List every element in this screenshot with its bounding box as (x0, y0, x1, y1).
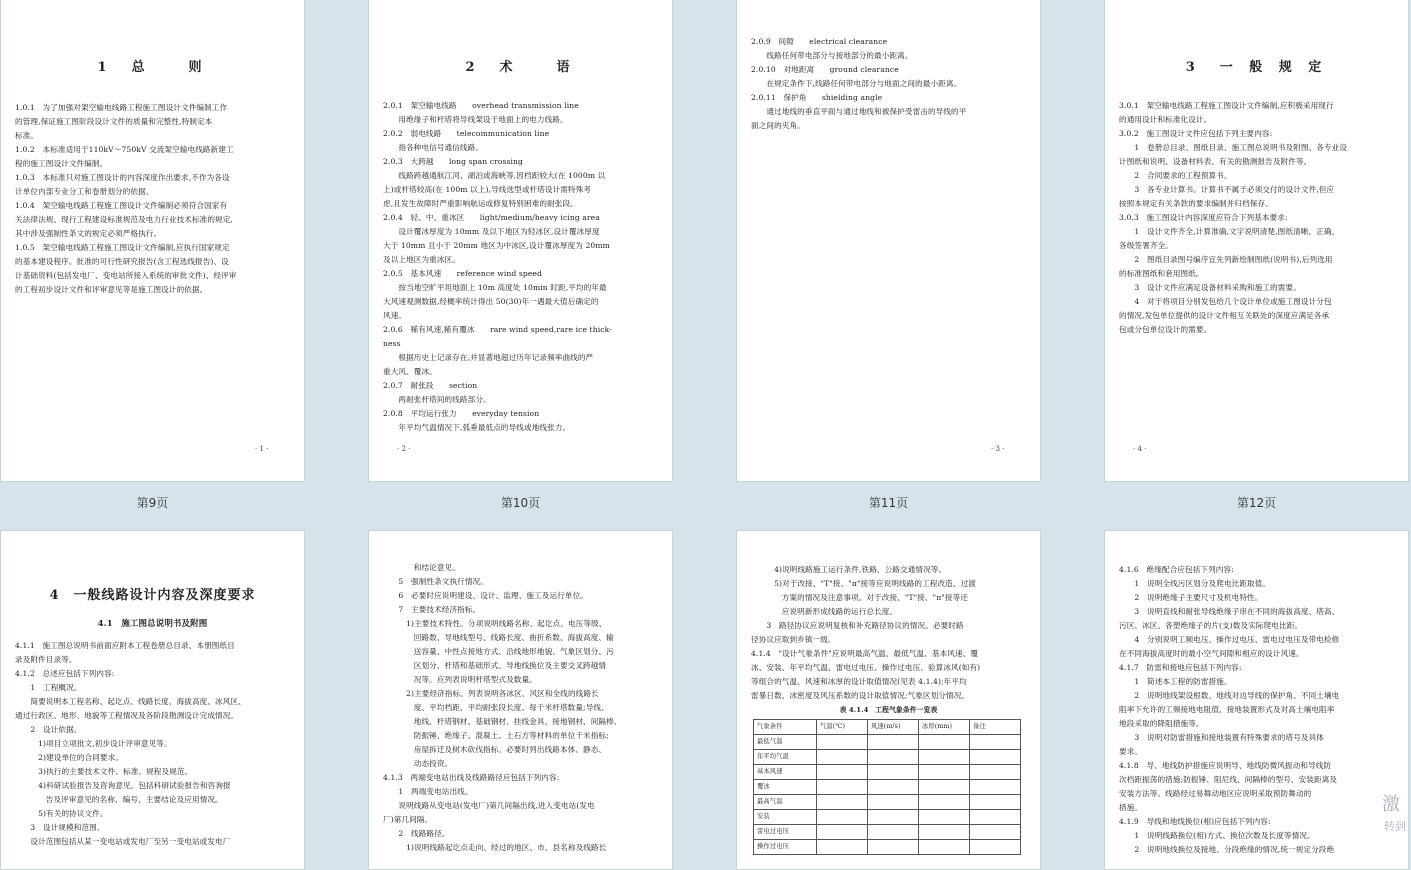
text-line: 年平均气温情况下,弧垂最低点的导线或地线张力。 (383, 423, 571, 432)
page-12[interactable] (1104, 0, 1409, 482)
page-16[interactable] (1104, 530, 1409, 870)
text-line: 2.0.3 大跨越 long span crossing (383, 157, 523, 166)
page-number: · 3 · (991, 445, 1005, 453)
text-line: 7 主要技术经济指标。 (383, 605, 481, 614)
text-line: 地段采取的降阻措施等。 (1119, 719, 1204, 728)
text-line: 3 设计规模和范围。 (15, 823, 105, 832)
text-line: 4.1.1 施工图总说明书前面应附本工程卷册总目录、本册图纸目 (15, 641, 235, 650)
text-line: 其中涉及强制性条文的规定必须严格执行。 (15, 229, 162, 238)
text-line: 5 强制性条文执行情况。 (383, 577, 488, 586)
text-line: 2.0.4 轻、中、重冰区 light/medium/heavy icing area (383, 213, 600, 222)
text-line: 各级签署齐全。 (1119, 241, 1173, 250)
text-line: 线路任何带电部分与接地部分的最小距离。 (751, 51, 913, 60)
text-line: 安装方法等。线路经过易舞动地区应说明采取预防舞动的 (1119, 789, 1312, 798)
page-body (1119, 563, 1394, 857)
text-line: 动态投资。 (383, 759, 453, 768)
text-line: 1 设计文件齐全,计算准确,文字说明清楚,图纸清晰、正确、 (1119, 227, 1340, 236)
text-line: 4.1.9 导线和地线换位(相)应包括下列内容: (1119, 817, 1271, 826)
text-line: 通过地线的垂直平面与通过地线和被保护受雷击的导线的平 (751, 107, 967, 116)
text-line: 的标准图纸和套用图纸。 (1119, 269, 1204, 278)
text-line: 6 必要时应说明建设、设计、监理、施工及运行单位。 (383, 591, 588, 600)
text-line: 2)建设单位的合同要求。 (15, 753, 124, 762)
text-line: 应说明新形成线路的运行总长度。 (751, 607, 898, 616)
text-line: 1 两端变电站出线。 (383, 787, 473, 796)
text-line: 3.0.2 施工图设计文件应包括下列主要内容: (1119, 129, 1273, 138)
text-line: 防振锤、绝缘子、混凝土、土石方等材料的单位千米指标; (383, 731, 609, 740)
text-line: 简要说明本工程名称、起讫点、线路长度、海拔高度、冰风区、 (15, 697, 246, 706)
text-line: 2 说明绝缘子主要尺寸及机电特性。 (1119, 593, 1263, 602)
table-row (754, 795, 1021, 810)
text-line: 3 说明对防雷措施和接地装置有特殊要求的塔号及具体 (1119, 733, 1324, 742)
text-line: 3)执行的主要技术文件、标准、规程及规范。 (15, 767, 193, 776)
text-line: 度、平均档距、平均耐张段长度、每千米杆塔数量;导线、 (383, 703, 609, 712)
text-line: 4.1.6 绝缘配合应包括下列内容: (1119, 565, 1234, 574)
text-line: 区划分、杆塔和基础形式、导地线换位及主要交叉跨越情 (383, 661, 607, 670)
table-header-cell: 气象条件 (754, 720, 817, 735)
text-line: 2.0.6 稀有风速,稀有覆冰 rare wind speed,rare ice thick- (383, 325, 612, 334)
text-line: 冰、安装、年平均气温、雷电过电压、操作过电压、验算冰风(如有) (751, 663, 981, 672)
text-line: 2)主要经济指标。列表说明各冰区、风区和全线的线路长 (383, 689, 599, 698)
text-line: 的工程初步设计文件和评审意见等是施工图设计的依据。 (15, 285, 208, 294)
page-body (1119, 99, 1394, 337)
text-line: 4.1.3 两端变电站出线及线路路径应包括下列内容: (383, 773, 560, 782)
text-line: 指各种电信号通信线路。 (383, 143, 484, 152)
text-line: 根据历史上记录存在,并显著地超过历年记录频率曲线的严 (383, 353, 594, 362)
text-line: 况等。应列表说明杆塔型式及数量。 (383, 675, 537, 684)
table-cell: 最低气温 (754, 735, 817, 750)
text-line: 方案的情况及注意事项。对于改接、"T"接、"π"接等还 (751, 593, 968, 602)
text-line: 的情况,发包单位提供的设计文件相互关联处的深度应满足各承 (1119, 311, 1330, 320)
text-line: ness (383, 339, 401, 348)
page-13[interactable] (0, 530, 305, 870)
text-line: 及以上地区为重冰区。 (383, 255, 460, 264)
text-line: 回路数、导地线型号、线路长度、曲折系数、海拔高度、输 (383, 633, 614, 642)
text-line: 1.0.4 架空输电线路工程施工图设计文件编制必须符合国家有 (15, 201, 228, 210)
text-line: 2.0.5 基本风速 reference wind speed (383, 269, 542, 278)
text-line: 2 设计依据。 (15, 725, 82, 734)
text-line: 的管理,保证施工图阶段设计文件的质量和完整性,特制定本 (15, 117, 213, 126)
text-line: 计图纸和说明、设备材料表、有关的勘测报告及附件等。 (1119, 157, 1312, 166)
watermark-link[interactable]: 转到 (1384, 820, 1406, 833)
text-line: 5)有关的协议文件。 (15, 809, 108, 818)
text-line: 4 对于将项目分别发包给几个设计单位或施工图设计分包 (1119, 297, 1332, 306)
text-line: 1 简述本工程的防雷措施。 (1119, 677, 1232, 686)
text-line: 4.1.2 总述应包括下列内容: (15, 669, 115, 678)
text-line: 次档距振荡的措施;防振锤、阻尼线、间隔棒的型号、安装距离及 (1119, 775, 1338, 784)
text-line: 4 分别说明工频电压、操作过电压、雷电过电压及带电检修 (1119, 635, 1340, 644)
table-row (754, 765, 1021, 780)
text-line: 送容量、中性点接地方式、沿线地形地貌、气象区划分、污 (383, 647, 614, 656)
text-line: 通过行政区、地形、地貌等工程情况及各阶段勘测设计完成情况。 (15, 711, 239, 720)
text-line: 重大风、覆冰。 (383, 367, 437, 376)
text-line: 2.0.8 平均运行张力 everyday tension (383, 409, 540, 418)
watermark-text: 激 (1382, 794, 1400, 815)
text-line: 2 线路路径。 (383, 829, 450, 838)
text-line: 按照本规定有关条款的要求编制并归档保存。 (1119, 199, 1273, 208)
text-line: 两耐张杆塔间的线路部分。 (383, 395, 491, 404)
text-line: 1)项目立项批文,初步设计评审意见等。 (15, 739, 172, 748)
text-line: 1.0.3 本标准只对施工图设计的内容深度作出要求,不作为各设 (15, 173, 230, 182)
page-14[interactable] (368, 530, 673, 870)
text-line: 2.0.7 耐张段 section (383, 381, 478, 390)
text-line: 要求。 (1119, 747, 1143, 756)
text-line: 3 各专业计算书。计算书不属于必须交付的设计文件,但应 (1119, 185, 1335, 194)
text-line: 房屋拆迁及树木砍伐指标。必要时列出线路本体、静态、 (383, 745, 607, 754)
text-line: 的通用设计和标准化设计。 (1119, 115, 1212, 124)
page-body (751, 35, 1026, 133)
chapter-title: 1 总 则 (97, 60, 208, 75)
table-row (754, 780, 1021, 795)
text-line: 程的施工图设计文件编制。 (15, 159, 108, 168)
text-line: 3 路径协议应说明复核和补充路径协议的情况。必要时路 (751, 621, 964, 630)
table-cell: 最高气温 (754, 795, 817, 810)
page-body (15, 101, 290, 297)
table-header-cell: 冰厚(mm) (919, 720, 970, 735)
text-line: 雷暴日数、冰密度及风压系数的设计取值情况;气象区划分情况。 (751, 691, 970, 700)
page-body (751, 563, 1026, 703)
text-line: 大于 10mm 且小于 20mm 地区为中冰区,设计覆冰厚度为 20mm (383, 241, 610, 250)
table-header-cell: 备注 (970, 720, 1021, 735)
page-11[interactable] (736, 0, 1041, 482)
page-10[interactable] (368, 0, 673, 482)
chapter-title: 4 一般线路设计内容及深度要求 (49, 588, 256, 603)
text-line: 地线、杆塔钢材、基础钢材、挂线金具、接地钢材、间隔棒、 (383, 717, 622, 726)
text-line: 上)或杆塔较高(在 100m 以上),导线选型或杆塔设计需特殊考 (383, 185, 592, 194)
text-line: 虑,且发生故障时严重影响航运或修复特别困难的耐张段。 (383, 199, 578, 208)
text-line: 阻率下允许的工频接地电阻值、接地装置形式及对高土壤电阻率 (1119, 705, 1335, 714)
page-number: · 4 · (1133, 445, 1147, 453)
page-body (383, 99, 658, 435)
page-caption[interactable]: 第12页 (1236, 496, 1277, 510)
section-title: 4.1 施工图总说明书及附图 (97, 619, 208, 629)
text-line: 关法律法规、现行工程建设标准规范及电力行业技术标准的规定, (15, 215, 233, 224)
text-line: 4.1.4 "设计气象条件"应说明最高气温、最低气温、基本风速、覆 (751, 649, 979, 658)
text-line: 设计覆冰厚度为 10mm 及以下地区为轻冰区,设计覆冰厚度 (383, 227, 600, 236)
text-line: 厂)第几间隔。 (383, 815, 433, 824)
text-line: 4.1.7 防雷和接地应包括下列内容: (1119, 663, 1242, 672)
text-line: 的基本建设程序。批准的可行性研究报告(含工程选线报告)、设 (15, 257, 229, 266)
page-15[interactable] (736, 530, 1041, 870)
page-number: · 1 · (255, 445, 269, 453)
text-line: 计单位内部专业分工和卷册划分的依据。 (15, 187, 154, 196)
text-line: 按当地空旷平坦地面上 10m 高度处 10min 时距,平均的年最 (383, 283, 607, 292)
text-line: 大风速观测数据,经概率统计得出 50(30)年一遇最大值后确定的 (383, 297, 599, 306)
page-caption[interactable]: 第10页 (500, 496, 541, 510)
text-line: 污区、冰区、各塑绝缘子的片(支)数及实际爬电比距。 (1119, 621, 1303, 630)
text-line: 1)说明线路起讫点走向、经过的地区、市、县名称及线路长 (383, 843, 607, 852)
text-line: 4.1.8 导、地线防护措施应说明导、地线防微风振动和导线防 (1119, 761, 1332, 770)
table-cell: 年平均气温 (754, 750, 817, 765)
table-cell: 覆冰 (754, 780, 817, 795)
text-line: 4)说明线路施工运行条件,铁路、公路交通情况等。 (751, 565, 947, 574)
table-row (754, 735, 1021, 750)
weather-table (753, 719, 1021, 855)
text-line: 标准。 (15, 131, 39, 140)
text-line: 2.0.9 间隙 electrical clearance (751, 37, 888, 46)
chapter-title: 3 一 般 规 定 (1185, 60, 1328, 75)
text-line: 设计范围包括从某一变电站或发电厂至另一变电站或发电厂 (15, 837, 231, 846)
text-line: 5)对于改接、"T"接、"π"接等应说明线路的工程改造、过渡 (751, 579, 976, 588)
text-line: 2 说明地线换位及接地、分段绝缘的情况,统一规定分段绝 (1119, 845, 1335, 854)
page-number: · 2 · (397, 445, 411, 453)
page-body (383, 561, 658, 855)
text-line: 1.0.1 为了加强对架空输电线路工程施工图设计文件编制工作 (15, 103, 228, 112)
text-line: 录及附件目录等。 (15, 655, 77, 664)
text-line: 用绝缘子和杆塔将导线架设于地面上的电力线路。 (383, 115, 568, 124)
page-9[interactable] (0, 0, 305, 482)
text-line: 说明线路从变电站(发电厂)第几间隔出线,进入变电站(发电 (383, 801, 595, 810)
text-line: 线路跨越通航江河、湖泊或海峡等,因档距较大(在 1000m 以 (383, 171, 606, 180)
table-cell: 基本风速 (754, 765, 817, 780)
text-line: 3.0.3 施工图设计内容深度应符合下列基本要求: (1119, 213, 1288, 222)
text-line: 2 图纸目录图号编序宜先列新绘制图纸(说明书),后列选用 (1119, 255, 1333, 264)
table-row (754, 825, 1021, 840)
text-line: 在不同海拔高度时的最小空气间隙和相应的设计风速。 (1119, 649, 1304, 658)
text-line: 1.0.5 架空输电线路工程施工图设计文件编制,应执行国家规定 (15, 243, 230, 252)
text-line: 2.0.2 弱电线路 telecommunication line (383, 129, 550, 138)
text-line: 2.0.10 对地距离 ground clearance (751, 65, 899, 74)
text-line: 等组合的气温、风速和冰厚的设计取值情况(见表 4.1.4);年平均 (751, 677, 967, 686)
chapter-title: 2 术 语 (465, 60, 576, 75)
table-caption: 表 4.1.4 工程气象条件一览表 (839, 706, 938, 714)
text-line: 1 说明全线污区划分及爬电比距取值。 (1119, 579, 1271, 588)
text-line: 面之间的夹角。 (751, 121, 805, 130)
text-line: 告及评审意见的名称、编号、主要结论及应用情况。 (15, 795, 223, 804)
text-line: 2.0.11 保护角 shielding angle (751, 93, 883, 102)
table-cell: 雷电过电压 (754, 825, 817, 840)
text-line: 1.0.2 本标准适用于110kV～750kV 交流架空输电线路新建工 (15, 145, 234, 154)
table-row (754, 840, 1021, 855)
table-row (754, 750, 1021, 765)
text-line: 4)科研试验报告及咨询意见。包括科研试验报告和咨询报 (15, 781, 231, 790)
text-line: 风速。 (383, 311, 407, 320)
text-line: 径协议应取到乡镇一级。 (751, 635, 836, 644)
text-line: 3.0.1 架空输电线路工程施工图设计文件编制,应积极采用现行 (1119, 101, 1334, 110)
table-header-cell: 气温(℃) (817, 720, 868, 735)
page-body (15, 639, 290, 849)
text-line: 1 说明线路换位(相)方式、换位次数及长度等情况。 (1119, 831, 1315, 840)
table-row (754, 810, 1021, 825)
table-cell: 操作过电压 (754, 840, 817, 855)
page-caption[interactable]: 第9页 (136, 496, 169, 510)
table-header-cell: 风速(m/s) (868, 720, 919, 735)
text-line: 和结论意见。 (383, 563, 460, 572)
text-line: 计基础资料(包括发电厂、变电站所接入系统的审批文件)、经评审 (15, 271, 237, 280)
text-line: 1 工程概况。 (15, 683, 82, 692)
text-line: 3 说明直线和耐张导线绝缘子串在不同的海拔高度、塔高、 (1119, 607, 1340, 616)
text-line: 2.0.1 架空输电线路 overhead transmission line (383, 101, 579, 110)
text-line: 包或分包单位设计的需要。 (1119, 325, 1212, 334)
page-caption[interactable]: 第11页 (868, 496, 909, 510)
text-line: 1 卷册总目录、图纸目录、施工图总说明书及附图、各专业设 (1119, 143, 1348, 152)
text-line: 3 设计文件应满足设备材料采购和施工的需要。 (1119, 283, 1301, 292)
table-header-row (754, 720, 1021, 735)
text-line: 措施。 (1119, 803, 1143, 812)
table-cell: 安装 (754, 810, 817, 825)
text-line: 2 合同要求的工程预算书。 (1119, 171, 1232, 180)
text-line: 2 说明地线架设根数、地线对边导线的保护角、不同土壤电 (1119, 691, 1340, 700)
text-line: 1)主要技术特性。分项说明线路名称、起讫点、电压等级、 (383, 619, 607, 628)
text-line: 在规定条件下,线路任何带电部分与地面之间的最小距离。 (751, 79, 962, 88)
